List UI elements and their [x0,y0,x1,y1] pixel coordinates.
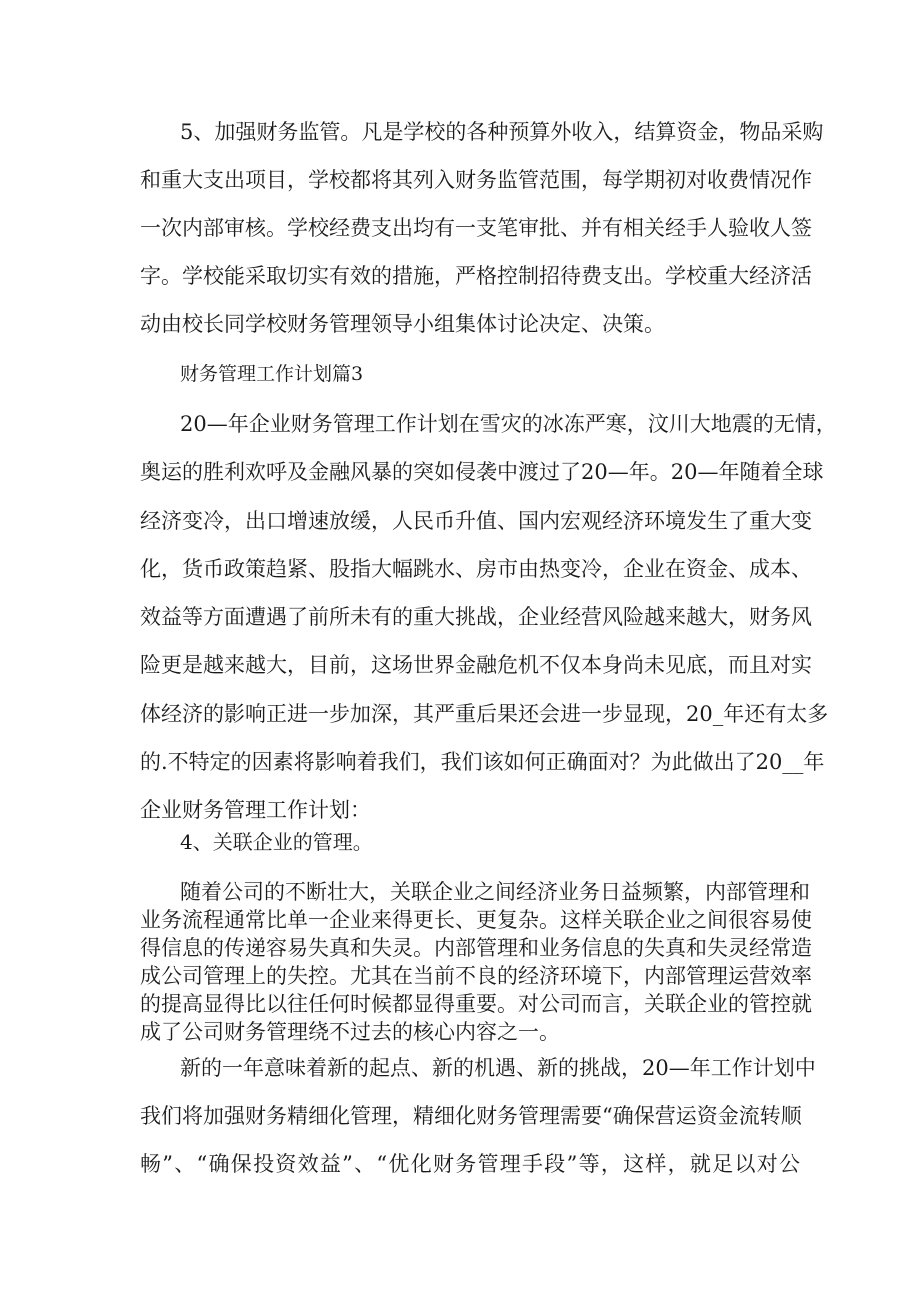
paragraph-1-line-4: 字。学校能采取切实有效的措施，严格控制招待费支出。学校重大经济活 [140,264,812,288]
paragraph-1-line-2: 和重大支出项目，学校都将其列入财务监管范围，每学期初对收费情况作 [140,168,812,192]
paragraph-2-line-7: 体经济的影响正进一步加深，其严重后果还会进一步显现，20_年还有太多 [140,702,829,726]
paragraph-3-line-2: 业务流程通常比单一企业来得更长、更复杂。这样关联企业之间很容易使 [140,908,812,932]
paragraph-3-line-1: 随着公司的不断壮大，关联企业之间经济业务日益频繁，内部管理和 [180,880,810,904]
list-item-4: 4、关联企业的管理。 [180,830,373,854]
paragraph-4-line-2: 我们将加强财务精细化管理，精细化财务管理需要“确保营运资金流转顺 [140,1104,802,1128]
paragraph-3-line-6: 成了公司财务管理绕不过去的核心内容之一。 [140,1020,560,1044]
paragraph-2-line-8: 的.不特定的因素将影响着我们，我们该如何正确面对？为此做出了20__年 [140,750,825,774]
paragraph-3-line-5: 的提高显得比以往任何时候都显得重要。对公司而言，关联企业的管控就 [140,992,812,1016]
paragraph-2-line-5: 效益等方面遭遇了前所未有的重大挑战，企业经营风险越来越大，财务风 [140,605,812,629]
paragraph-2-line-6: 险更是越来越大，目前，这场世界金融危机不仅本身尚未见底，而且对实 [140,653,812,677]
paragraph-3-line-4: 成公司管理上的失控。尤其在当前不良的经济环境下，内部管理运营效率 [140,964,812,988]
paragraph-2-line-1: 20—年企业财务管理工作计划在雪灾的冰冻严寒，汶川大地震的无情， [180,412,837,436]
paragraph-2-line-4: 化，货币政策趋紧、股指大幅跳水、房市由热变冷，企业在资金、成本、 [140,557,812,581]
section-heading: 财务管理工作计划篇3 [180,363,364,385]
paragraph-3-line-3: 得信息的传递容易失真和失灵。内部管理和业务信息的失真和失灵经常造 [140,936,812,960]
paragraph-1-line-3: 一次内部审核。学校经费支出均有一支笔审批、并有相关经手人验收人签 [140,216,812,240]
paragraph-4-line-1: 新的一年意味着新的起点、新的机遇、新的挑战，20—年工作计划中 [180,1056,816,1080]
paragraph-2-line-3: 经济变冷，出口增速放缓，人民币升值、国内宏观经济环境发生了重大变 [140,509,812,533]
paragraph-1-line-1: 5、加强财务监管。凡是学校的各种预算外收入，结算资金，物品采购 [180,120,824,144]
paragraph-2-line-9: 企业财务管理工作计划： [140,798,371,822]
paragraph-4-line-3: 畅”、“确保投资效益”、“优化财务管理手段”等，这样，就足以对公 [140,1152,800,1176]
paragraph-2-line-2: 奥运的胜利欢呼及金融风暴的突如侵袭中渡过了20—年。20—年随着全球 [140,460,824,484]
paragraph-1-line-5: 动由校长同学校财务管理领导小组集体讨论决定、决策。 [140,312,665,336]
